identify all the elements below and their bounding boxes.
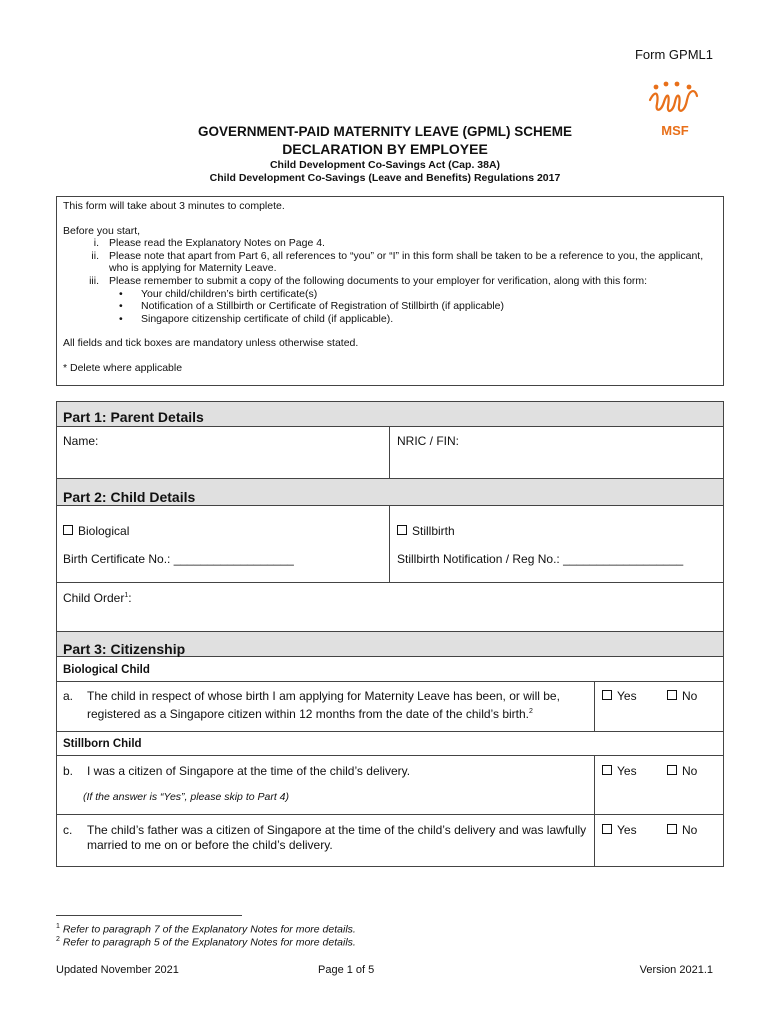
footnote-ref: 2 bbox=[529, 708, 533, 715]
bullet-text: Your child/children’s birth certificate(s) bbox=[141, 287, 318, 300]
divider bbox=[57, 681, 723, 682]
no-label: No bbox=[682, 764, 698, 778]
yes-label: Yes bbox=[617, 689, 637, 703]
bullet-text: Notification of a Stillbirth or Certificate of Registration of Stillbirth (if applicable) bbox=[141, 300, 504, 313]
checkbox-icon[interactable] bbox=[602, 824, 612, 834]
question-c-no[interactable] bbox=[667, 823, 697, 837]
intro-item-text: Please remember to submit a copy of the following documents to your employer for verification, along with this form: bbox=[109, 274, 648, 287]
divider bbox=[57, 731, 723, 732]
intro-box bbox=[56, 196, 724, 386]
question-b-text: I was a citizen of Singapore at the time of the child’s delivery. bbox=[87, 764, 411, 778]
question-a-no[interactable] bbox=[667, 689, 697, 703]
intro-item bbox=[63, 275, 717, 288]
part2-heading: Part 2: Child Details bbox=[57, 479, 723, 506]
checkbox-icon[interactable] bbox=[667, 824, 677, 834]
footnote-num: 2 bbox=[56, 936, 60, 943]
before-text: Before you start, bbox=[63, 224, 141, 237]
footnote bbox=[56, 923, 356, 936]
question-a-letter: a. bbox=[63, 689, 74, 703]
document-bullet bbox=[119, 313, 717, 326]
divider bbox=[57, 582, 723, 583]
question-c-letter: c. bbox=[63, 823, 73, 837]
title-line1: GOVERNMENT-PAID MATERNITY LEAVE (GPML) SCHEME bbox=[197, 124, 572, 139]
footnote-text: Refer to paragraph 5 of the Explanatory Notes for more details. bbox=[62, 936, 356, 949]
intro-item-text: Please note that apart from Part 6, all references to “you” or “I” in this form shall be taken to be a reference to you, the applicant, who is applying for Maternity Leave. bbox=[109, 249, 704, 275]
biological-label: Biological bbox=[78, 524, 130, 538]
biological-child-heading: Biological Child bbox=[63, 664, 150, 676]
footnote-separator bbox=[56, 915, 242, 916]
checkbox-icon[interactable] bbox=[602, 690, 612, 700]
child-order-label: Child Order bbox=[63, 591, 125, 605]
checkbox-icon[interactable] bbox=[667, 690, 677, 700]
part1-heading: Part 1: Parent Details bbox=[57, 402, 723, 427]
bullet-icon: • bbox=[119, 287, 123, 300]
intro-item-text: Please read the Explanatory Notes on Page 4. bbox=[109, 237, 325, 250]
intro-item bbox=[63, 250, 717, 275]
checkbox-icon[interactable] bbox=[602, 765, 612, 775]
divider bbox=[594, 681, 595, 731]
question-b-yes[interactable] bbox=[602, 764, 637, 778]
no-label: No bbox=[682, 823, 698, 837]
regulations-reference: Child Development Co-Savings (Leave and Benefits) Regulations 2017 bbox=[209, 172, 561, 184]
intro-item bbox=[63, 237, 717, 250]
question-c-text: The child’s father was a citizen of Singapore at the time of the child’s delivery and was lawfully married to me on or before the child’s delivery. bbox=[87, 823, 587, 852]
biological-option[interactable] bbox=[63, 524, 129, 538]
stillborn-child-heading: Stillborn Child bbox=[63, 738, 142, 750]
yes-label: Yes bbox=[617, 764, 637, 778]
child-order-colon: : bbox=[128, 591, 132, 605]
divider bbox=[389, 427, 390, 479]
stillbirth-option[interactable] bbox=[397, 524, 455, 538]
footnote-num: 1 bbox=[56, 923, 60, 930]
stillbirth-label: Stillbirth bbox=[412, 524, 455, 538]
bullet-text: Singapore citizenship certificate of child (if applicable). bbox=[141, 312, 394, 325]
no-label: No bbox=[682, 689, 698, 703]
question-c-yes[interactable] bbox=[602, 823, 637, 837]
version: Version 2021.1 bbox=[639, 964, 713, 976]
divider bbox=[57, 755, 723, 756]
form-code: Form GPML1 bbox=[634, 47, 713, 62]
intro-item-num: ii. bbox=[91, 249, 99, 262]
footnote-ref: 1 bbox=[124, 592, 129, 599]
document-bullet bbox=[119, 300, 717, 313]
part3-heading: Part 3: Citizenship bbox=[57, 632, 723, 657]
question-a-body: The child in respect of whose birth I am applying for Maternity Leave has been, or will be, registered as a Singapore citizen within 12 months from the date of the child’s birth. bbox=[87, 689, 560, 721]
question-b-no[interactable] bbox=[667, 764, 697, 778]
intro-item-num: i. bbox=[93, 237, 99, 250]
divider bbox=[389, 506, 390, 583]
divider bbox=[594, 755, 595, 867]
birth-certificate-field[interactable]: Birth Certificate No.: __________________ bbox=[63, 552, 294, 566]
child-order-field[interactable] bbox=[63, 591, 132, 605]
part3-box bbox=[56, 631, 724, 867]
question-a-text bbox=[87, 689, 589, 722]
title-line2: DECLARATION BY EMPLOYEE bbox=[282, 141, 488, 157]
parts-1-2-box bbox=[56, 401, 724, 632]
logo-text: MSF bbox=[661, 123, 689, 138]
bullet-icon: • bbox=[119, 312, 123, 325]
updated-date: Updated November 2021 bbox=[56, 964, 179, 976]
question-a-yes[interactable] bbox=[602, 689, 637, 703]
duration-text: This form will take about 3 minutes to complete. bbox=[63, 200, 285, 212]
footnote bbox=[56, 936, 356, 949]
checkbox-icon[interactable] bbox=[63, 525, 73, 535]
question-b-letter: b. bbox=[63, 764, 74, 778]
page-number: Page 1 of 5 bbox=[318, 964, 375, 976]
footnote-text: Refer to paragraph 7 of the Explanatory Notes for more details. bbox=[62, 923, 356, 936]
yes-label: Yes bbox=[617, 823, 637, 837]
delete-note: * Delete where applicable bbox=[63, 361, 183, 374]
checkbox-icon[interactable] bbox=[667, 765, 677, 775]
question-b-note: (If the answer is “Yes”, please skip to Part 4) bbox=[83, 791, 290, 803]
nric-label: NRIC / FIN: bbox=[397, 434, 459, 448]
checkbox-icon[interactable] bbox=[397, 525, 407, 535]
divider bbox=[57, 814, 723, 815]
bullet-icon: • bbox=[119, 300, 123, 313]
act-reference: Child Development Co-Savings Act (Cap. 38A) bbox=[269, 159, 501, 171]
mandatory-note: All fields and tick boxes are mandatory unless otherwise stated. bbox=[63, 337, 359, 350]
intro-item-num: iii. bbox=[89, 274, 99, 287]
stillbirth-reg-field[interactable]: Stillbirth Notification / Reg No.: __________________ bbox=[397, 552, 684, 566]
name-label: Name: bbox=[63, 434, 99, 448]
document-bullet bbox=[119, 288, 717, 301]
